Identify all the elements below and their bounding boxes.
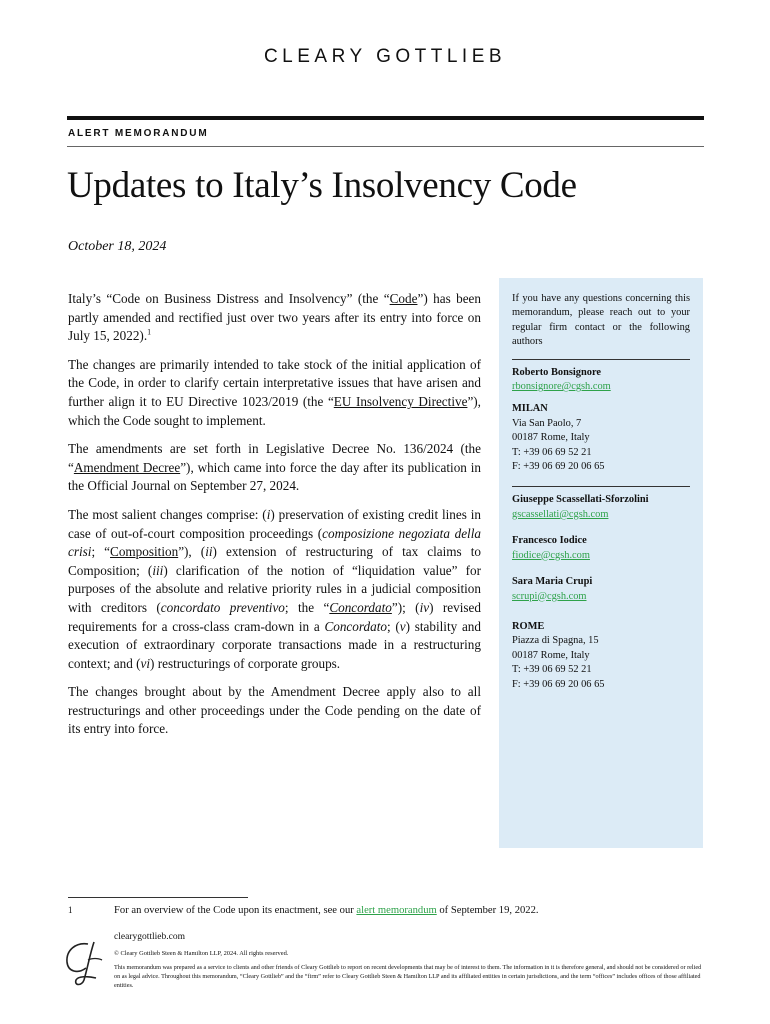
author-email-link[interactable]: scrupi@cgsh.com xyxy=(512,590,587,602)
text: ”), which came into force the day after its publication in the Official Journal on September 27, 2024. xyxy=(68,459,481,494)
contacts-sidebar xyxy=(499,278,703,848)
numeral: i xyxy=(266,506,271,522)
numeral: iv xyxy=(419,599,430,615)
text: ”), ( xyxy=(178,544,206,560)
text: For an overview of the Code upon its enactment, see our xyxy=(114,905,357,916)
italian-term: composizione negoziata della crisi xyxy=(68,525,481,560)
office-title: ROME xyxy=(512,620,545,632)
numeral: iii xyxy=(152,562,164,578)
text: ) extension of restructuring of tax claims to Composition; ( xyxy=(68,544,481,578)
text: ; “ xyxy=(91,544,111,560)
firm-monogram-logo xyxy=(62,936,108,988)
footer-website[interactable]: clearygottlieb.com xyxy=(114,932,185,942)
footnote-rule xyxy=(68,897,248,898)
eu-directive-term: EU Insolvency Directive xyxy=(333,393,468,409)
spacer xyxy=(512,563,690,575)
text: of September 19, 2022. xyxy=(436,905,539,916)
footnote-ref[interactable]: 1 xyxy=(147,327,152,337)
document-title: Updates to Italy’s Insolvency Code xyxy=(67,165,577,206)
footnote-number: 1 xyxy=(68,905,73,915)
header-rule-thin xyxy=(67,146,704,147)
footer-disclaimer: This memorandum was prepared as a service to clients and other friends of Cleary Gottlieb to report on recent developments that may be of interest to them. The information in it is therefore general, and should not be considered or relied on as legal advice. Throughout this memorandum, “Cleary Gottlieb” and the “firm” refer to Cleary Gottlieb Steen & Hamilton LLP and its affiliated entities in certain jurisdictions, and the term “offices” includes offices of those affiliated entities. xyxy=(114,964,702,990)
text: ; the “ xyxy=(284,599,330,615)
office-address-line: Via San Paolo, 7 xyxy=(512,417,582,429)
text: The most salient changes comprise: ( xyxy=(68,506,267,522)
office-milan xyxy=(512,402,690,474)
paragraph-1 xyxy=(68,290,481,346)
text: ) preservation of existing credit lines in case of out-of-court composition proceedings ( xyxy=(68,506,481,541)
paragraph-4 xyxy=(68,506,481,673)
text: The amendments are set forth in Legislative Decree No. 136/2024 (the “ xyxy=(68,441,481,475)
paragraph-2 xyxy=(68,356,481,430)
code-defined-term: Code xyxy=(389,291,418,306)
sidebar-divider xyxy=(512,486,690,487)
concordato-term: Concordato xyxy=(329,599,392,615)
office-fax: F: +39 06 69 20 06 65 xyxy=(512,461,605,473)
office-title: MILAN xyxy=(512,403,548,415)
author-email-link[interactable]: fiodice@cgsh.com xyxy=(512,549,590,561)
author-name: Sara Maria Crupi xyxy=(512,576,593,588)
numeral: ii xyxy=(205,544,213,560)
sidebar-intro: If you have any questions concerning this memorandum, please reach out to your regular firm contact or the following authors xyxy=(512,293,690,348)
text: Italy’s “Code on Business Distress and Insolvency” (the “ xyxy=(68,291,390,306)
firm-logo-wordmark: CLEARY GOTTLIEB xyxy=(263,46,507,67)
paragraph-3 xyxy=(68,440,481,496)
office-phone: T: +39 06 69 52 21 xyxy=(512,446,592,458)
text: The changes are primarily intended to take stock of the initial application of the Code, in order to clarify certain interpretative issues that have arisen and further align it to EU Directive 1023/2019 (the “ xyxy=(68,356,481,409)
footnote-text xyxy=(114,905,539,916)
header-rule-thick xyxy=(67,116,704,120)
paragraph-5: The changes brought about by the Amendment Decree apply also to all restructurings and other proceedings under the Code pending on the date of its entry into force. xyxy=(68,684,481,737)
italian-term: Concordato xyxy=(324,618,387,634)
author-name: Francesco Iodice xyxy=(512,535,587,547)
composition-term: Composition xyxy=(110,544,179,560)
italian-term: concordato preventivo xyxy=(160,599,285,615)
office-rome xyxy=(512,620,690,692)
main-body xyxy=(68,290,481,749)
numeral: v xyxy=(399,618,406,634)
office-fax: F: +39 06 69 20 06 65 xyxy=(512,678,605,690)
author-name: Giuseppe Scassellati-Sforzolini xyxy=(512,494,649,506)
author-email-link[interactable]: gscassellati@cgsh.com xyxy=(512,508,609,520)
office-address-line: 00187 Rome, Italy xyxy=(512,649,590,661)
office-phone: T: +39 06 69 52 21 xyxy=(512,664,592,676)
amendment-decree-term: Amendment Decree xyxy=(73,459,181,475)
text: ”) has been partly amended and rectified just over two years after its entry into force on July 15, 2022). xyxy=(68,291,482,344)
author-name: Roberto Bonsignore xyxy=(512,366,601,378)
alert-memorandum-label: ALERT MEMORANDUM xyxy=(68,128,209,139)
text: ) restructurings of corporate groups. xyxy=(150,655,341,671)
sidebar-divider xyxy=(512,359,690,360)
document-date: October 18, 2024 xyxy=(68,239,167,254)
text: ”); ( xyxy=(391,599,420,615)
numeral: vi xyxy=(140,655,151,671)
text: ) stability and execution of extraordinary corporate transactions made in a restructuring context; and ( xyxy=(68,618,481,671)
office-address-line: 00187 Rome, Italy xyxy=(512,432,590,444)
text: ) clarification of the notion of “liquidation value” for purposes of the absolute and relative priority rules in a judicial composition with creditors ( xyxy=(68,562,481,615)
spacer xyxy=(512,522,690,534)
alert-memorandum-link[interactable]: alert memorandum xyxy=(356,905,437,916)
text: ; ( xyxy=(386,618,400,634)
text: ) revised requirements for a cross-class cram-down in a xyxy=(68,599,481,634)
text: ”), which the Code sought to implement. xyxy=(68,393,481,428)
office-address-line: Piazza di Spagna, 15 xyxy=(512,635,599,647)
author-email-link[interactable]: rbonsignore@cgsh.com xyxy=(512,381,611,393)
footer-copyright: © Cleary Gottlieb Steen & Hamilton LLP, 2024. All rights reserved. xyxy=(114,950,289,957)
